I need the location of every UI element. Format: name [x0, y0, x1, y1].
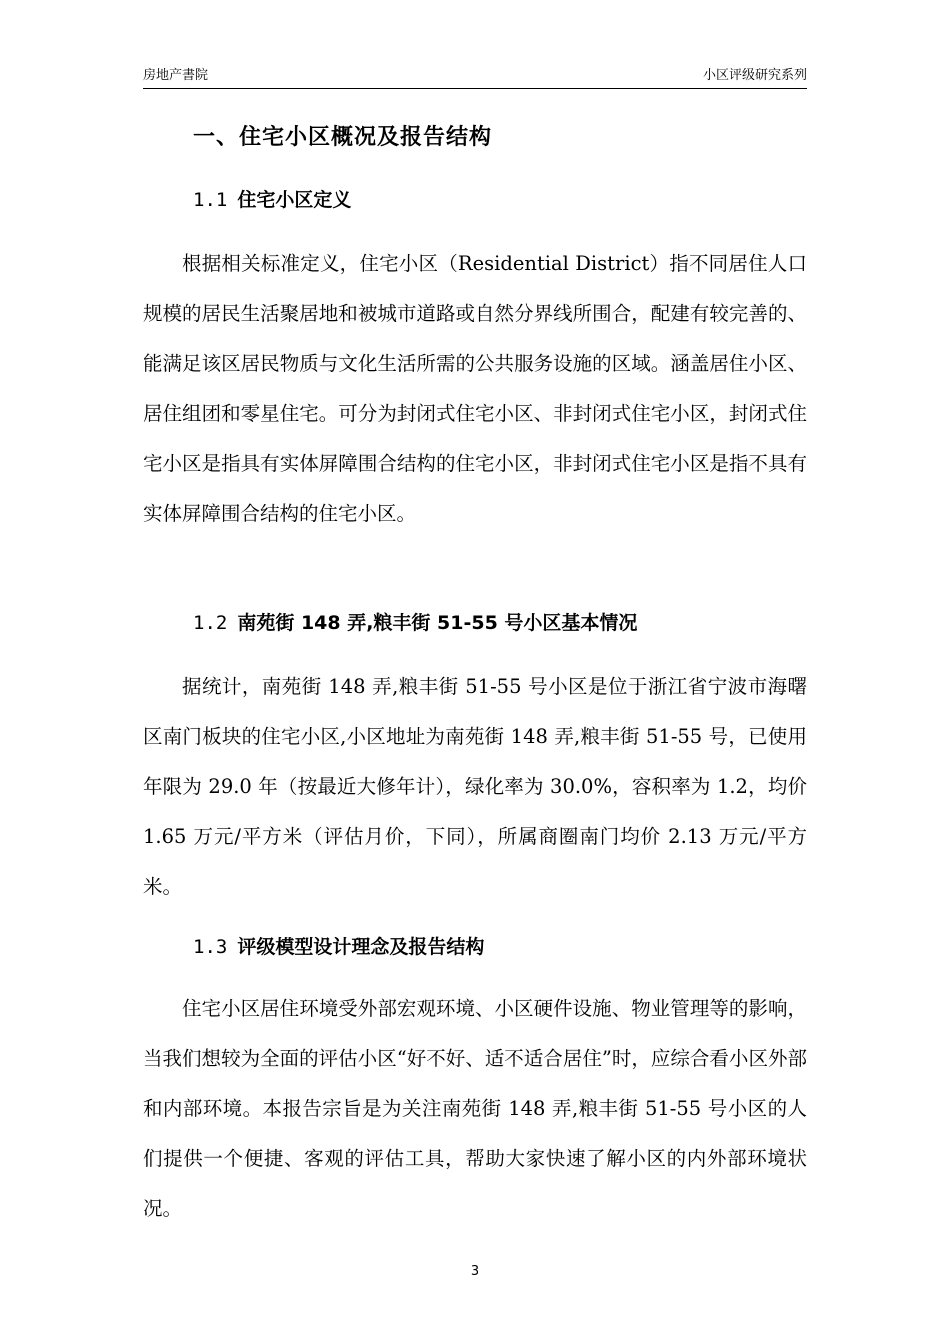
page-number: 3: [470, 1264, 480, 1279]
paragraph-model-design: 住宅小区居住环境受外部宏观环境、小区硬件设施、物业管理等的影响，当我们想较为全面的评估小区“好不好、适不适合居住”时，应综合看小区外部和内部环境。本报告宗旨是为关注南苑街 148 弄,粮丰街 51-55 号小区的人们提供一个便捷、客观的评估工具，帮助大家快速了解小区的内外部环境状况。: [143, 997, 807, 1220]
section-title: 一、住宅小区概况及报告结构: [193, 125, 493, 150]
subsection-heading-1-2: [193, 609, 637, 637]
subsection-number: 1.2: [193, 612, 228, 634]
subsection-title: 住宅小区定义: [237, 189, 352, 211]
header-series-title: 小区评级研究系列: [702, 68, 807, 83]
header-divider: [143, 88, 807, 89]
header-publisher: 房地产書院: [143, 68, 209, 83]
subsection-heading-1-3: [193, 933, 484, 961]
subsection-title: 评级模型设计理念及报告结构: [237, 936, 485, 958]
subsection-number: 1.3: [193, 936, 228, 958]
subsection-number: 1.1: [193, 189, 228, 211]
subsection-title: 南苑街 148 弄,粮丰街 51-55 号小区基本情况: [237, 612, 638, 634]
paragraph-basic-info: 据统计，南苑街 148 弄,粮丰街 51-55 号小区是位于浙江省宁波市海曙区南门板块的住宅小区,小区地址为南苑街 148 弄,粮丰街 51-55 号，已使用年限为 29.0 年（按最近大修年计），绿化率为 30.0%，容积率为 1.2，均价 1.65 万元/平方米（评估月价，下同），所属商圈南门均价 2.13 万元/平方米。: [143, 675, 807, 898]
paragraph-definition: 根据相关标准定义，住宅小区（Residential District）指不同居住人口规模的居民生活聚居地和被城市道路或自然分界线所围合，配建有较完善的、能满足该区居民物质与文化生活所需的公共服务设施的区域。涵盖居住小区、居住组团和零星住宅。可分为封闭式住宅小区、非封闭式住宅小区，封闭式住宅小区是指具有实体屏障围合结构的住宅小区，非封闭式住宅小区是指不具有实体屏障围合结构的住宅小区。: [143, 252, 807, 525]
page-header: [143, 68, 807, 90]
subsection-heading-1-1: [193, 186, 351, 214]
